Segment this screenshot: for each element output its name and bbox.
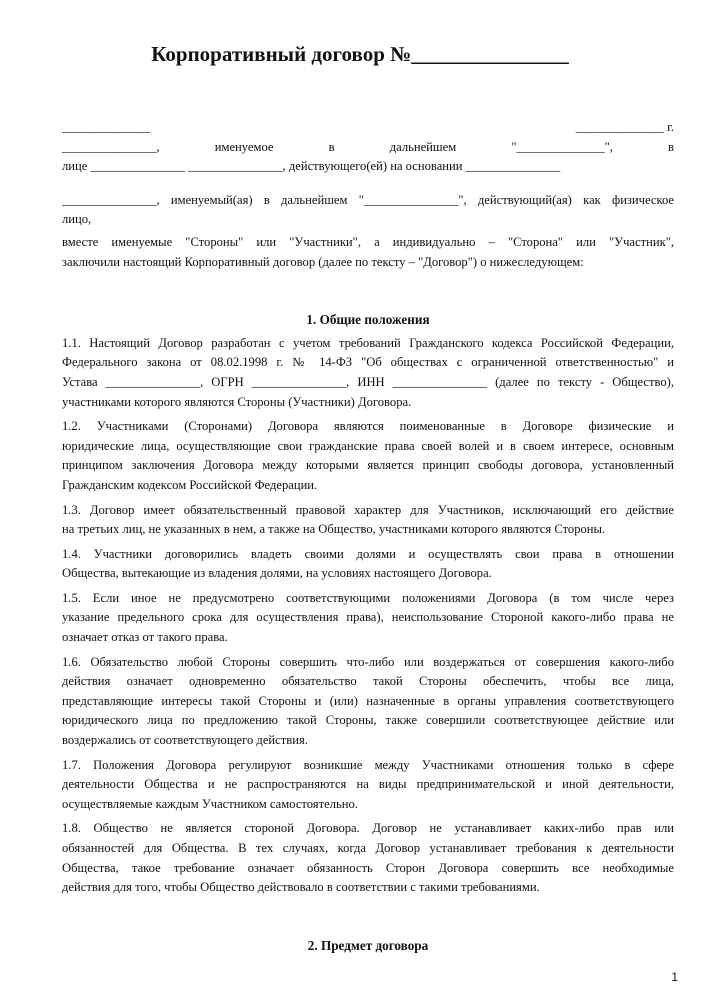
- clause-paragraph: [62, 589, 674, 648]
- party1-word: в: [668, 139, 674, 154]
- party1-word: _______________,: [62, 139, 160, 154]
- clause-line: юридического лица по предложению такой Стороны, также совершили соответствующее действие или: [62, 713, 674, 728]
- clause-line: Устава _______________, ОГРН _______________, ИНН _______________ (далее по тексту - Общество),: [62, 374, 674, 389]
- section-heading: 2. Предмет договора: [307, 937, 429, 953]
- clause-line: представляющие интересы такой Стороны и (или) назначенные в органы управления соответствующего: [62, 693, 674, 708]
- clause-line: 1.8. Общество не является стороной Договора. Договор не устанавливает каких-либо прав или: [62, 821, 674, 836]
- clause-line: на третьих лиц, не указанных в нем, а также на Общество, участниками которого являются Стороны.: [62, 522, 606, 537]
- clause-line: означает отказ от такого права.: [62, 630, 228, 645]
- party1-word: в: [328, 139, 335, 154]
- clause-line: 1.5. Если иное не предусмотрено соответствующими положениями Договора (в том числе через: [62, 590, 674, 605]
- clause-line: осуществляемые каждым Участником самостоятельно.: [62, 796, 358, 811]
- clause-paragraph: [62, 819, 674, 897]
- clause-line: указание предельного срока для осуществления права), неиспользование Стороной какого-либо права не: [62, 610, 674, 625]
- party2-paragraph: [62, 191, 674, 230]
- party1-line: [62, 138, 674, 158]
- clause-line: 1.1. Настоящий Договор разработан с учетом требований Гражданского кодекса Российской Федерации,: [62, 335, 674, 350]
- clause-line: действия означает одновременно обязательство такой Стороны обеспечить, чтобы все лица,: [62, 674, 674, 689]
- paragraph-line: лицо,: [62, 212, 92, 227]
- clause-line: Федерального закона от 08.02.1998 г. № 14-ФЗ "Об обществах с ограниченной ответственностью" и: [62, 355, 674, 370]
- clause-line: Гражданским кодексом Российской Федерации.: [62, 477, 318, 492]
- place-date-line: [62, 118, 674, 138]
- clause-line: 1.2. Участниками (Сторонами) Договора являются поименованные в Договоре физические и: [62, 419, 674, 434]
- page-number: 1: [671, 970, 678, 984]
- clause-paragraph: [62, 653, 674, 751]
- clause-paragraph: [62, 334, 674, 412]
- clause-line: обязанностей для Общества. В тех случаях, когда Договор устанавливает требования к деятельности: [62, 841, 674, 855]
- document-body: [62, 118, 674, 955]
- place-blank: ______________: [62, 120, 151, 134]
- paragraph-line: вместе именуемые "Стороны" или "Участники", а индивидуально – "Сторона" или "Участник",: [62, 234, 674, 249]
- clause-line: 1.6. Обязательство любой Стороны совершить что-либо или воздержаться от совершения какого-либо: [62, 654, 674, 669]
- clause-line: участниками которого являются Стороны (Участники) Договора.: [62, 394, 412, 409]
- clause-line: 1.7. Положения Договора регулируют возникшие между Участниками отношения только в сфере: [62, 757, 674, 772]
- clause-paragraph: [62, 545, 674, 584]
- document-title: Корпоративный договор №_______________: [151, 42, 569, 66]
- clause-line: юридические лица, осуществляющие свои гражданские права своей волей и в своем интересе, основным: [62, 438, 674, 453]
- paragraph-line: заключили настоящий Корпоративный договор (далее по тексту – "Договор") о нижеследующем:: [62, 254, 584, 269]
- clause-line: деятельности Общества и не распространяются на виды предпринимательской и иной деятельности,: [62, 777, 674, 792]
- clause-line: Общества, такое требование означает обязанность Сторон Договора совершить все необходимые: [62, 860, 674, 875]
- paragraph-line: _______________, именуемый(ая) в дальнейшем "_______________", действующий(ая) как физическое: [62, 192, 674, 207]
- clause-line: Общества, вытекающие из владения долями, на условиях настоящего Договора.: [62, 566, 492, 581]
- clause-paragraph: [62, 756, 674, 815]
- party1-word: именуемое: [214, 139, 274, 154]
- clause-line: 1.3. Договор имеет обязательственный правовой характер для Участников, исключающий его действие: [62, 502, 674, 517]
- date-blank: ______________ г.: [575, 120, 674, 134]
- section1-clauses: [62, 334, 674, 898]
- clause-line: действия для того, чтобы Общество действовало в соответствии с такими требованиями.: [62, 880, 540, 895]
- party1-word: "______________",: [511, 139, 613, 154]
- clause-line: воздержались от соответствующего действия.: [62, 733, 308, 748]
- clause-paragraph: [62, 417, 674, 495]
- section-heading: 1. Общие положения: [306, 312, 430, 328]
- party1-representative-line: лице _______________ _______________, действующего(ей) на основании _______________: [62, 159, 561, 174]
- parties-together-paragraph: [62, 233, 674, 272]
- party1-word: дальнейшем: [389, 139, 457, 154]
- clause-line: принципом заключения Договора между которыми является принцип свободы договора, установленный: [62, 458, 674, 473]
- clause-paragraph: [62, 501, 674, 540]
- clause-line: 1.4. Участники договорились владеть своими долями и осуществлять свои права в отношении: [62, 546, 674, 561]
